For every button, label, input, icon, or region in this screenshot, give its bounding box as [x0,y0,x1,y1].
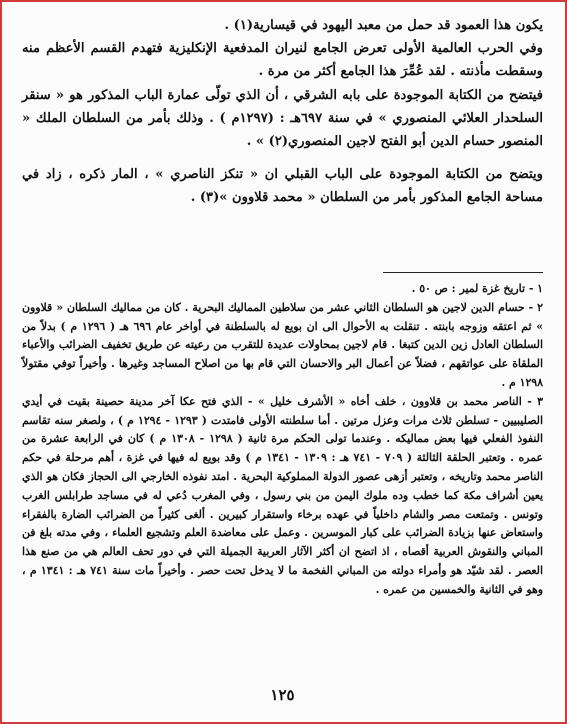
footnote-divider [383,272,543,273]
paragraph-2: وفي الحرب العالمية الأولى تعرض الجامع لنيران المدفعية الإنكليزية فتهدم القسم الأعظم منه وسقطت مأذنته . لقد عُمِّرَ هذا الجامع أكثر من مرة . [22,41,543,80]
footnote-3: ٣ - الناصر محمد بن قلاوون ، خلف أخاه « الأشرف خليل » - الذي فتح عكا آخر مدينة حصينة بقيت في أيدي الصليبيين - تسلطن ثلاث مرات وعزل مرتين . أما سلطنته الأولى فامتدت ( ١٢٩٣ - ١٢٩٤ م ) ، ولصغر سنه تقاسم النفوذ الفعلي فيها بعض مماليكه . وعندما تولى الحكم مرة ثانية ( ١٢٩٨ - ١٣٠٨ م ) كان في الرابعة عشرة من عمره . وتعتبر الحلقة الثالثة ( ٧٠٩ - ٧٤١ هـ : ١٣٠٩ - ١٣٤١ م ) وقد بويع له فيها في غزة ، أهم مرحلة في حكم الناصر محمد وتاريخه ، وتعتبر أزهى عصور الدولة المملوكية البحرية . امتد نفوذه الخارجي الى الحجاز فكان هو الذي يعين أشراف مكة كما خطب وده ملوك اليمن من بني رسول ، وفي المغرب دُعي له في مساجد طرابلس الغرب وتونس . وتمتعت مصر والشام داخلياً في عهده برخاء واستقرار كبيرين . ألغى كثيراً من الضرائب الضارة بالفقراء واستعاض عنها بزيادة الضرائب على كبار الموسرين . وعمل على معاضدة العلم وتشجيع العلماء ، وفي مدته بلغ فن المباني والنقوش العربية أقصاه ، اذ اتضح ان أكثر الآثار العربية الجميلة التي في دور تحف العالم هي من صنع هذا العصر . لقد شيّد هو وأمراء دولته من المباني الفخمة ما لا يدخل تحت حصر . وأخيراً مات سنة ٧٤١ هـ : ١٣٤١ م ، وهو في الثانية والخمسين من عمره . [22,394,543,596]
footnote-2: ٢ - حسام الدين لاجين هو السلطان الثاني عشر من سلاطين المماليك البحرية . كان من مماليك السلطان « قلاوون » ثم اعتقه وزوجه بابنته . تنقلت به الأحوال الى ان بويع له بالسلطنة في أواخر عام ٦٩٦ هـ ( ١٢٩٦ م ) بدلاً من السلطان العادل زين الدين كتبغا . قام لاجين بمحاولات عديدة للتقرب من رعيته عن طريق تخفيف الضرائب والأعباء الملقاة على عواتقهم ، فضلاً عن أعمال البر والاحسان التي قام بها من اصلاح المساجد وغيرها . وأخيراً توفي مقتولاً ١٢٩٨ م . [22,300,543,389]
footnote-1: ١ - تاريخ غزة لمير : ص ٥٠ . [411,282,543,295]
paragraph-3: فيتضح من الكتابة الموجودة على بابه الشرقي ، أن الذي تولّى عمارة الباب المذكور هو « سنقر السلحدار العلائي المنصوري » في سنة ٦٩٧هـ : (١٢٩٧م ) . وذلك بأمر من السلطان الملك « المنصور حسام الدين أبو الفتح لاجين المنصوري(٢) » . [22,87,543,150]
paragraph-4: ويتضح من الكتابة الموجودة على الباب القبلي ان « تنكز الناصري » ، المار ذكره ، زاد في مساحة الجامع المذكور بأمر من السلطان « محمد قلاوون »(٣) . [22,167,543,206]
paragraph-1: يكون هذا العمود قد حمل من معبد اليهود في قيسارية(١) . [224,18,543,33]
page-number: ١٢٥ [270,686,295,704]
document-page [22,14,543,714]
main-text [22,14,543,210]
footnotes [22,280,543,600]
